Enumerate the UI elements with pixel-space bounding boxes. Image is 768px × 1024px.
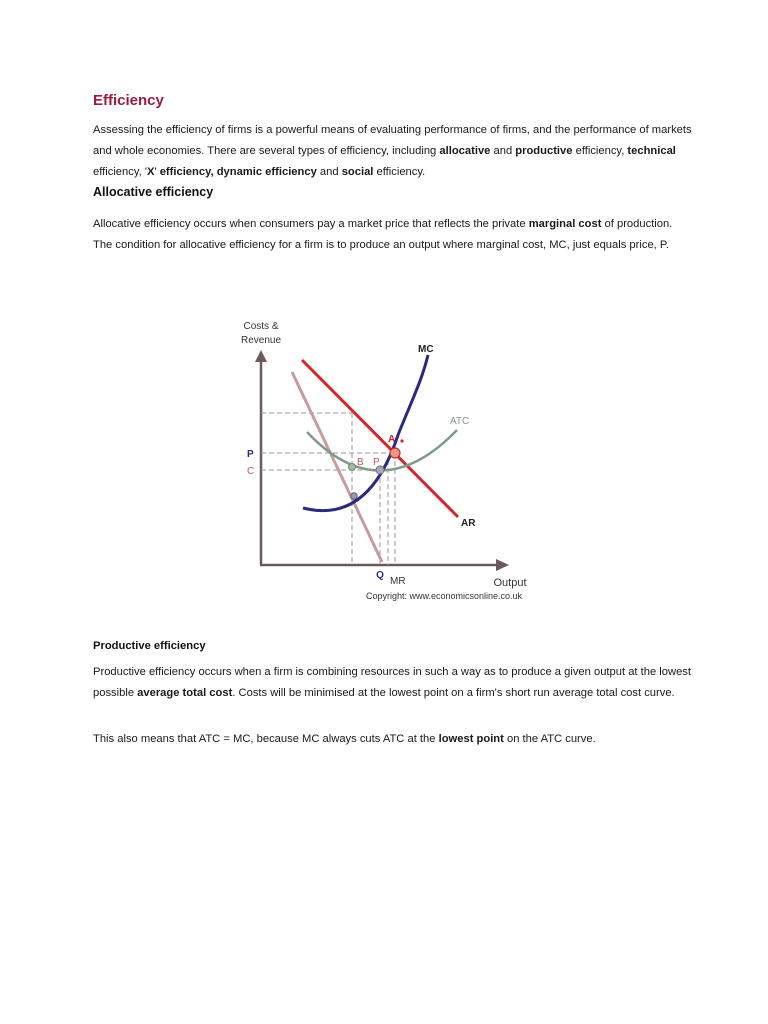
y-tick-label-p: P <box>247 449 254 460</box>
intro-text: Assessing the efficiency of firms is a powerful means of evaluating performance of firms, and the performance of markets and whole economies. There are several types of efficiency, including <box>93 124 692 157</box>
productive-paragraph-2 <box>93 729 693 750</box>
intro-bold: productive <box>515 145 573 157</box>
productive-text: on the ATC curve. <box>503 733 596 745</box>
productive-paragraph-1 <box>93 662 693 704</box>
point-label-p: P <box>373 457 380 468</box>
allocative-text: Allocative efficiency occurs when consumers pay a market price that reflects the private <box>93 218 529 230</box>
point-label-b: B <box>357 457 364 468</box>
copyright-text: Copyright: www.economicsonline.co.uk <box>365 591 523 601</box>
allocative-heading: Allocative efficiency <box>93 185 214 199</box>
productive-bold: average total cost <box>137 687 233 699</box>
intro-paragraph <box>93 120 693 183</box>
productive-text: This also means that ATC = MC, because MC always cuts ATC at the <box>93 733 439 745</box>
series-label-mr: MR <box>390 576 406 587</box>
intro-bold: X <box>146 166 155 178</box>
point-a-dot <box>400 439 403 442</box>
productive-text: . Costs will be minimised at the lowest point on a firm's short run average total cost curve. <box>232 687 675 699</box>
productive-text: Productive efficiency occurs when a firm is combining resources in such a way as to produce a given output at the lowest possible <box>93 666 692 699</box>
ar-curve <box>302 360 458 517</box>
allocative-paragraph <box>93 214 693 256</box>
x-tick-label-q: Q <box>376 570 384 581</box>
allocative-text: of production. The condition for allocative efficiency for a firm is to produce an output where marginal cost, MC, just equals price, P. <box>93 218 673 251</box>
intro-text: efficiency, ' <box>93 166 147 178</box>
intro-text: and <box>490 145 516 157</box>
intro-bold: social <box>341 166 374 178</box>
intro-bold: dynamic efficiency <box>216 166 317 178</box>
y-axis-arrow <box>255 350 267 362</box>
productive-bold: lowest point <box>438 733 504 745</box>
intro-text: ' <box>154 166 160 178</box>
efficiency-chart <box>230 310 540 605</box>
x-axis-label: Output <box>493 577 527 589</box>
intro-bold: efficiency, <box>159 166 214 178</box>
mr-curve <box>292 372 382 562</box>
point-b-marker <box>349 464 356 471</box>
point-label-a: A <box>388 434 396 445</box>
guide-lines <box>261 413 395 565</box>
intro-text: efficiency, <box>572 145 628 157</box>
productive-heading: Productive efficiency <box>93 640 206 652</box>
intro-bold: allocative <box>439 145 491 157</box>
intro-bold: technical <box>627 145 676 157</box>
series-label-ar: AR <box>461 518 476 529</box>
point-a-marker <box>390 448 400 458</box>
page-title: Efficiency <box>93 92 164 109</box>
y-axis-label-line1: Costs & <box>243 321 279 332</box>
intro-text: and <box>316 166 342 178</box>
allocative-bold: marginal cost <box>528 218 602 230</box>
y-tick-label-c: C <box>247 466 255 477</box>
series-label-mc: MC <box>418 344 434 355</box>
series-label-atc: ATC <box>450 416 470 427</box>
intro-text: efficiency. <box>373 166 426 178</box>
x-axis-arrow <box>496 559 509 571</box>
point-mr-mc-marker <box>351 493 357 499</box>
y-axis-label-line2: Revenue <box>240 335 282 346</box>
